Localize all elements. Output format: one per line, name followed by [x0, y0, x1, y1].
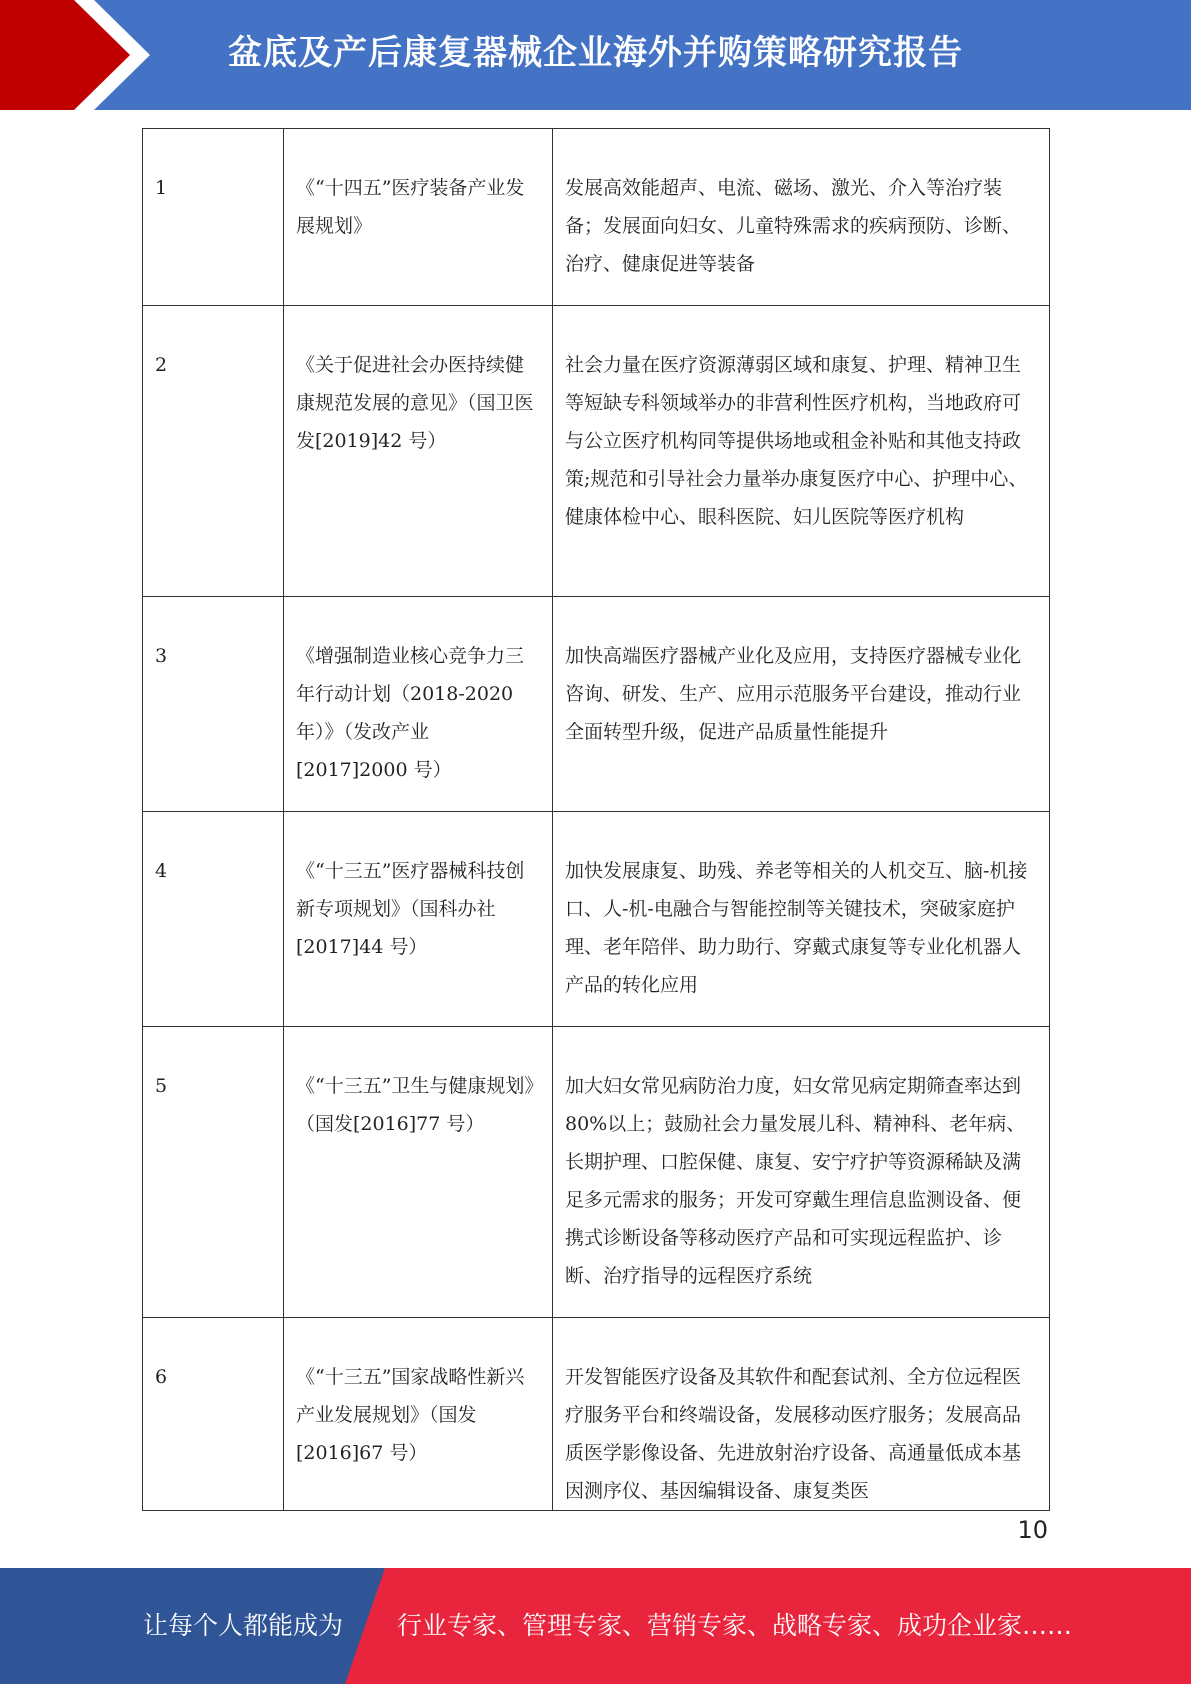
policy-desc-cell	[553, 597, 1050, 812]
row-number: 2	[155, 354, 168, 376]
row-number-cell	[143, 306, 284, 597]
table-row	[143, 129, 1050, 306]
policy-description: 加快高端医疗器械产业化及应用，支持医疗器械专业化咨询、研发、生产、应用示范服务平台建设，推动行业全面转型升级，促进产品质量性能提升	[565, 645, 1022, 743]
row-number: 6	[155, 1366, 168, 1388]
table-row	[143, 812, 1050, 1027]
policy-name-cell	[284, 129, 553, 306]
policy-desc-cell	[553, 306, 1050, 597]
page-footer	[0, 1568, 1191, 1684]
policy-name: 《“十三五”国家战略性新兴产业发展规划》（国发[2016]67 号）	[296, 1366, 525, 1464]
page-number: 10	[1017, 1516, 1048, 1544]
report-title: 盆底及产后康复器械企业海外并购策略研究报告	[228, 33, 963, 73]
policy-name-cell	[284, 812, 553, 1027]
policy-desc-cell	[553, 1318, 1050, 1511]
row-number: 1	[155, 177, 168, 199]
row-number-cell	[143, 812, 284, 1027]
table-row	[143, 1027, 1050, 1318]
row-number: 4	[155, 860, 168, 882]
policy-description: 加大妇女常见病防治力度，妇女常见病定期筛查率达到 80%以上；鼓励社会力量发展儿科、精神科、老年病、长期护理、口腔保健、康复、安宁疗护等资源稀缺及满足多元需求的服务；开发可穿戴生理信息监测设备、便携式诊断设备等移动医疗产品和可实现远程监护、诊断、治疗指导的远程医疗系统	[565, 1075, 1026, 1287]
row-number: 5	[155, 1075, 168, 1097]
policy-desc-cell	[553, 812, 1050, 1027]
policy-name: 《“十三五”卫生与健康规划》（国发[2016]77 号）	[296, 1075, 534, 1135]
footer-slogan-right: 行业专家、管理专家、营销专家、战略专家、成功企业家……	[397, 1611, 1073, 1640]
policy-name: 《关于促进社会办医持续健康规范发展的意见》（国卫医发[2019]42 号）	[296, 354, 534, 452]
table-row	[143, 306, 1050, 597]
policy-name: 《“十三五”医疗器械科技创新专项规划》（国科办社[2017]44 号）	[296, 860, 525, 958]
policy-table	[142, 128, 1050, 1511]
policy-name-cell	[284, 597, 553, 812]
row-number-cell	[143, 129, 284, 306]
policy-name-cell	[284, 306, 553, 597]
policy-description: 加快发展康复、助残、养老等相关的人机交互、脑-机接口、人-机-电融合与智能控制等关键技术，突破家庭护理、老年陪伴、助力助行、穿戴式康复等专业化机器人产品的转化应用	[565, 860, 1028, 996]
row-number-cell	[143, 597, 284, 812]
red-chevron-icon	[0, 0, 150, 110]
footer-slogan-left: 让每个人都能成为	[143, 1611, 344, 1640]
page-header	[0, 0, 1191, 110]
policy-desc-cell	[553, 129, 1050, 306]
policy-name: 《增强制造业核心竞争力三年行动计划（2018-2020 年）》（发改产业[2017]2000 号）	[296, 645, 525, 781]
row-number: 3	[155, 645, 168, 667]
row-number-cell	[143, 1027, 284, 1318]
policy-name-cell	[284, 1318, 553, 1511]
table-row	[143, 597, 1050, 812]
table-row	[143, 1318, 1050, 1511]
policy-name: 《“十四五”医疗装备产业发展规划》	[296, 177, 525, 237]
policy-description: 发展高效能超声、电流、磁场、激光、介入等治疗装备；发展面向妇女、儿童特殊需求的疾病预防、诊断、治疗、健康促进等装备	[565, 177, 1022, 275]
policy-name-cell	[284, 1027, 553, 1318]
policy-desc-cell	[553, 1027, 1050, 1318]
row-number-cell	[143, 1318, 284, 1511]
policy-description: 社会力量在医疗资源薄弱区域和康复、护理、精神卫生等短缺专科领域举办的非营利性医疗机构，当地政府可与公立医疗机构同等提供场地或租金补贴和其他支持政策;规范和引导社会力量举办康复医疗中心、护理中心、健康体检中心、眼科医院、妇儿医院等医疗机构	[565, 354, 1028, 528]
policy-description: 开发智能医疗设备及其软件和配套试剂、全方位远程医疗服务平台和终端设备，发展移动医疗服务；发展高品质医学影像设备、先进放射治疗设备、高通量低成本基因测序仪、基因编辑设备、康复类医	[565, 1366, 1022, 1502]
